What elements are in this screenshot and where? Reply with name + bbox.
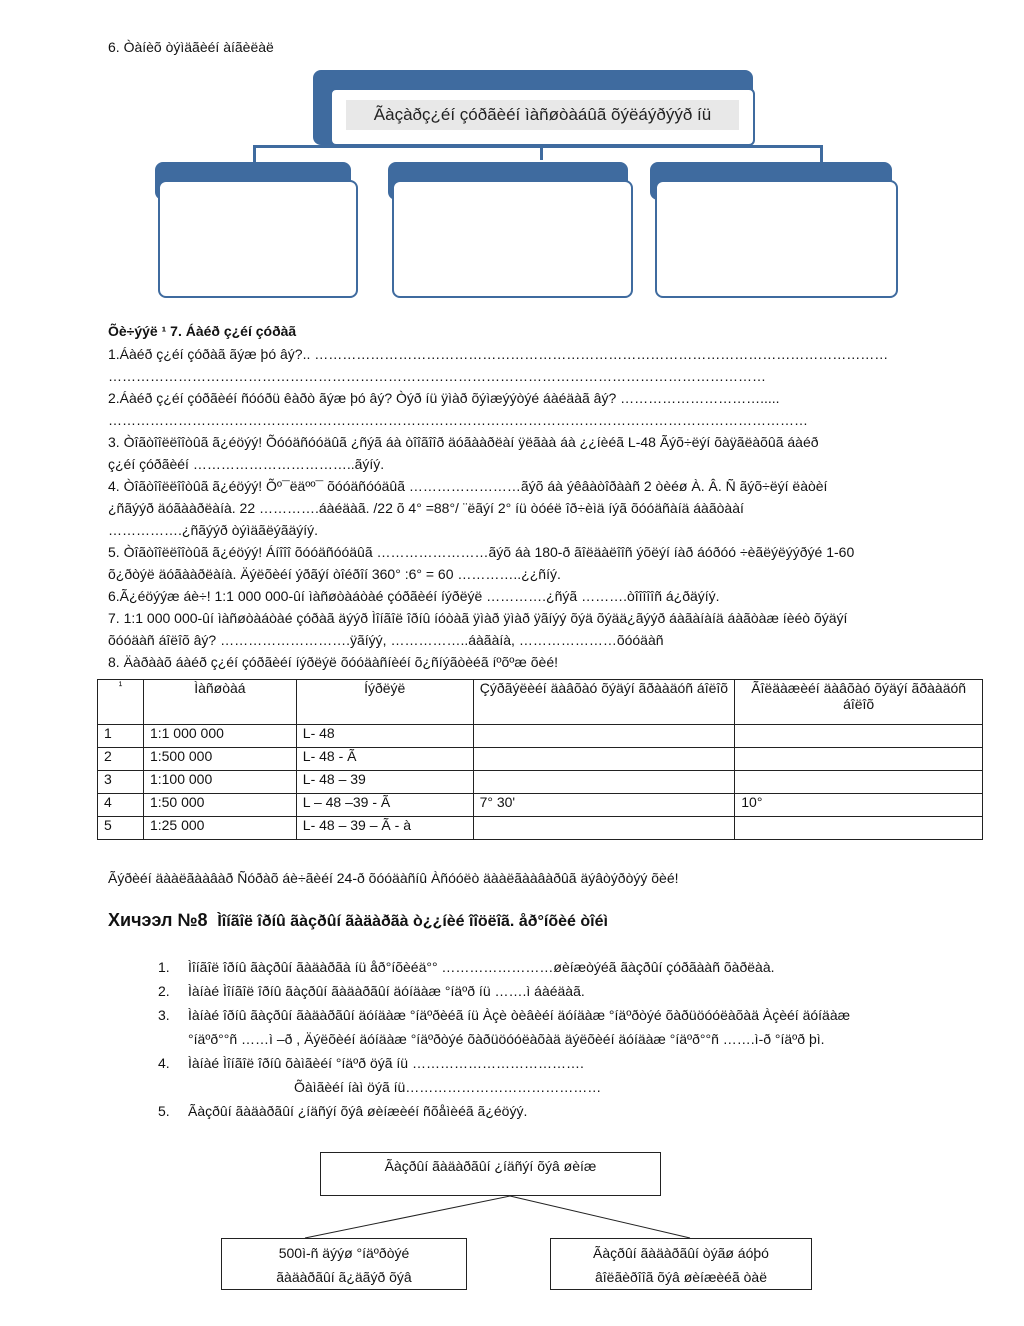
- exercise-line: õ¿ðòýë äóãààðëàíà. Äýëõèéí ýðãýí òîéðîí 360° :6° = 60 …………..¿¿ñíý.: [108, 566, 561, 582]
- exercise-line: 3. Òîãòîîëëîîòûã ã¿éöýý! Õóóäñóóäûã ¿ñýã áà òîîãîîð äóãààðëàí ÿëãàà áà ¿¿íèéã L-48 Ãýõ÷ëýí õàÿãëàõûã áàéð: [108, 434, 819, 450]
- table-cell: L- 48: [296, 725, 473, 748]
- table-cell: 1:50 000: [143, 794, 296, 817]
- table-cell: [735, 725, 983, 748]
- table-header-cell: Ìàñøòàá: [143, 680, 296, 725]
- schema-left-box: [221, 1238, 467, 1290]
- list-item: [158, 1051, 978, 1075]
- lesson-8-title: Ìîíãîë îðíû ãàçðûí ãàäàðãà ò¿¿íèé îîöëîã. åð°íõèé òîéì: [217, 913, 608, 930]
- table-cell: [735, 817, 983, 840]
- table-header-cell: Çýðãýëèéí äàâõàó õýäýí ãðààäóñ áîëîõ: [473, 680, 735, 725]
- table-cell: 5: [98, 817, 144, 840]
- table-header-cell: Íýðëýë: [296, 680, 473, 725]
- schema-left-line: 500ì-ñ äýýø °íäºðòýé: [278, 1245, 410, 1261]
- list-item-text: °íäºð°°ñ ……ì –ð , Äýëõèéí äóíäàæ °íäºðòýé õàðüöóóëàõàä äýëõèéí äóíäàæ °íäºð°°ñ …….ì-ð °íäºð þì.: [188, 1031, 825, 1047]
- list-item: [158, 1099, 978, 1123]
- exercise-line: 5. Òîãòîîëëîîòûã ã¿éöýý! Áíîîî õóóäñóóäûã ……………………ãýõ áà 180-ð ãîëäàëîîñ ýõëýí íàð áóðóó ÷èãëýëýýðýé 1-60: [108, 544, 855, 560]
- diagram-connector-horizontal: [253, 145, 823, 148]
- homework-note: Ãýðèéí äààëãààâàð Ñóðàõ áè÷ãèéí 24-ð õóóäàñíû Àñóóëò äààëãààâàðûã äýâòýðòýý õèé!: [108, 870, 679, 886]
- table-cell: 1: [98, 725, 144, 748]
- table-cell: 1:1 000 000: [143, 725, 296, 748]
- diagram-top-box: [330, 88, 755, 146]
- list-item-number: 3.: [158, 1007, 170, 1023]
- table-cell: 7° 30': [473, 794, 735, 817]
- list-item: [158, 979, 978, 1003]
- diagram-connector-vertical: [540, 146, 543, 160]
- list-item: [158, 1027, 978, 1051]
- exercise-line: ¿ñãýýð äóãààðëàíà. 22 ………….áàéäàã. /22 õ 4° =88°/ ¨ëãýí 2° íü òóéë îð÷èìä íýã õóóäñàíä áàãòààí: [108, 500, 744, 516]
- schema-right-box: [550, 1238, 812, 1290]
- schema-top-box: [320, 1152, 661, 1196]
- list-item-number: 4.: [158, 1055, 170, 1071]
- table-cell: [473, 748, 735, 771]
- exercise-line: 2.Áàéð ç¿éí çóðãèéí ñóóðü êàðò ãýæ þó âý? Òýð íü ÿìàð õýìæýýòýé áàéäàã âý? ………………………….....: [108, 390, 780, 406]
- exercise-line: 1.Áàéð ç¿éí çóðàã ãýæ þó âý?.. ……………………………………………………………………………………………………………: [108, 346, 889, 362]
- lesson-8-heading: [108, 910, 608, 931]
- table-cell: [735, 771, 983, 794]
- table-header-cell: ¹: [98, 680, 144, 725]
- table-cell: 3: [98, 771, 144, 794]
- schema-top-label: Ãàçðûí ãàäàðãûí ¿íäñýí õýâ øèíæ: [384, 1158, 597, 1174]
- lesson-8-prefix: Хичээл №8: [108, 910, 208, 930]
- exercise-7-body: [108, 343, 978, 673]
- diagram-child-1: [158, 180, 358, 298]
- diagram-child-2: [392, 180, 633, 298]
- schema-line-right: [510, 1196, 690, 1238]
- exercise-line: õóóäàñ áîëîõ âý? ……………………….ÿãíýý, ……………..áàãàíà, …………………õóóäàñ: [108, 632, 664, 648]
- exercise-line: 4. Òîãòîîëëîîòûã ã¿éöýý! Õº¯ëäºº¯ õóóäñóóäûã ……………………ãýõ áà ýêâàòîðààñ 2 òèéø À. Â. Ñ ãýõ÷ëýí ëàòèí: [108, 478, 828, 494]
- list-item-text: Ìàíàé îðíû ãàçðûí ãàäàðãûí äóíäàæ °íäºðèéã íü Àçè òèâèéí äóíäàæ °íäºðòýé õàðüöóóëàõàä Àçèéí äóíäàæ: [188, 1007, 851, 1023]
- diagram-connector-left: [253, 145, 256, 163]
- schema-line-left: [305, 1196, 510, 1238]
- list-item-number: 5.: [158, 1103, 170, 1119]
- table-row: [98, 817, 983, 840]
- table-cell: L – 48 –39 - Ã: [296, 794, 473, 817]
- table-cell: L- 48 – 39 – Ã - à: [296, 817, 473, 840]
- table-cell: L- 48 - Ã: [296, 748, 473, 771]
- exercise-line: ……………………………………………………………………………………………………………………………: [108, 368, 766, 384]
- exercise-line: …………….¿ñãýýð òýìäãëýãäýíý.: [108, 522, 319, 538]
- list-item: [158, 955, 978, 979]
- diagram-top-label: Ãàçàðç¿éí çóðãèéí ìàñøòàáûã õýëáýðýýð íü: [346, 100, 739, 130]
- table-cell: 1:100 000: [143, 771, 296, 794]
- list-item-text: Ãàçðûí ãàäàðãûí ¿íäñýí õýâ øèíæèéí ñõåìèéã ã¿éöýý.: [188, 1103, 528, 1119]
- diagram-child-3: [655, 180, 898, 298]
- nomenclature-table: [97, 679, 983, 840]
- list-item-text: Ìàíàé Ìîíãîë îðíû ãàçðûí ãàäàðãûí äóíäàæ °íäºð íü …….ì áàéäàã.: [188, 983, 585, 999]
- list-item-text: Ìîíãîë îðíû ãàçðûí ãàäàðãà íü åð°íõèéä°° ……………………øèíæòýéã ãàçðûí çóðãààñ õàðëàà.: [188, 959, 775, 975]
- schema-right-line: Ãàçðûí ãàäàðãûí òýãø áóþó: [593, 1245, 769, 1261]
- table-row: [98, 794, 983, 817]
- table-cell: 4: [98, 794, 144, 817]
- table-cell: [473, 725, 735, 748]
- exercise-line: 6.Ã¿éöýýæ áè÷! 1:1 000 000-ûí ìàñøòàáòàé çóðãèéí íýðëýë ………….¿ñýã ……….òîîîîîñ á¿ðäýíý.: [108, 588, 720, 604]
- list-item-text: Õàìãèéí íàì öýã íü……………………………………: [294, 1079, 602, 1095]
- diagram-connector-right: [820, 145, 823, 163]
- list-item: [158, 1003, 978, 1027]
- list-item-number: [158, 1075, 294, 1099]
- table-cell: 1:25 000: [143, 817, 296, 840]
- table-row: [98, 771, 983, 794]
- table-cell: [473, 817, 735, 840]
- table-header-cell: Ãîëäàæèéí äàâõàó õýäýí ãðààäóñ áîëîõ: [735, 680, 983, 725]
- exercise-line: ……………………………………………………………………………………………………………………………………: [108, 412, 808, 428]
- table-cell: L- 48 – 39: [296, 771, 473, 794]
- list-item-number: 2.: [158, 983, 170, 999]
- list-item-number: [158, 1027, 188, 1051]
- table-cell: 2: [98, 748, 144, 771]
- exercise-line: 7. 1:1 000 000-ûí ìàñøòàáòàé çóðàã äýýð Ìîíãîë îðíû íóòàã ÿìàð ÿìàð ÿãíýý õýä õýää¿ãýýð áàãàíàíä áàãòàæ íèéò õýäýí: [108, 610, 848, 626]
- list-item: [158, 1075, 978, 1099]
- table-cell: 1:500 000: [143, 748, 296, 771]
- list-item-text: Ìàíàé Ìîíãîë îðíû õàìãèéí °íäºð öýã íü ……………………………….: [188, 1055, 584, 1071]
- exercise-line: 8. Äàðààõ áàéð ç¿éí çóðãèéí íýðëýë õóóäàñíèéí õ¿ñíýãòèéã íºõºæ õèé!: [108, 654, 559, 670]
- exercise-7-title: Õè÷ýýë ¹ 7. Áàéð ç¿éí çóðàã: [108, 323, 297, 339]
- schema-right-line: âîëãèðîîã õýâ øèíæèéã òàë: [594, 1269, 768, 1285]
- table-row: [98, 748, 983, 771]
- lesson-8-list: [158, 955, 978, 1123]
- table-cell: [473, 771, 735, 794]
- table-header-row: [98, 680, 983, 725]
- schema-left-line: ãàäàðãûí ã¿äãýð õýâ: [276, 1269, 412, 1285]
- list-item-number: 1.: [158, 959, 170, 975]
- section-heading: 6. Òàíèõ òýìäãèéí àíãèëàë: [108, 39, 274, 55]
- table-cell: 10°: [735, 794, 983, 817]
- table-cell: [735, 748, 983, 771]
- exercise-line: ç¿éí çóðãèéí ……………………………..ãýíý.: [108, 456, 385, 472]
- table-row: [98, 725, 983, 748]
